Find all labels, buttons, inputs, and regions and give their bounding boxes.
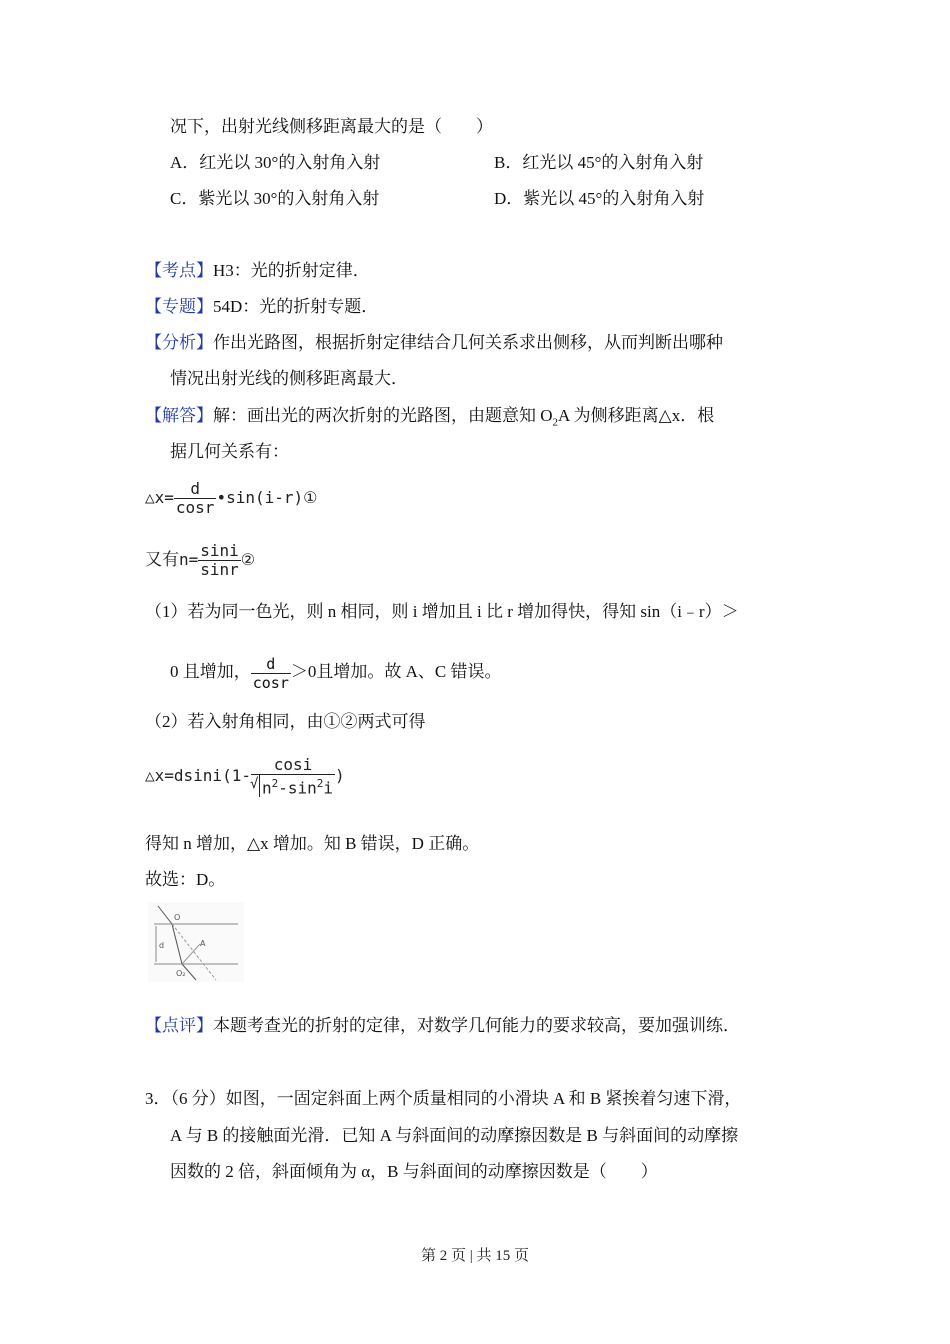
option-a: A．红光以 30°的入射角入射 [170, 153, 381, 172]
step-1-text-2b: ＞0 [290, 662, 317, 681]
formula-2-prefix: 又有 [145, 550, 179, 569]
figure-label-o: O [174, 913, 181, 922]
formula-3-den-n: n [261, 778, 272, 798]
fenxi-text-2: 情况出射光线的侧移距离最大． [170, 369, 408, 388]
formula-1-den: cosr [175, 498, 215, 517]
figure-label-a: A [200, 939, 206, 948]
formula-3-den-i: i [323, 778, 334, 798]
formula-3-den [249, 775, 335, 798]
formula-3-den-sin: -sin [278, 778, 317, 798]
option-c: C．紫光以 30°的入射角入射 [170, 189, 380, 208]
question-3-line-1: 3．（6 分）如图，一固定斜面上两个质量相同的小滑块 A 和 B 紧挨着匀速下滑， [145, 1089, 742, 1108]
light-path-figure [148, 902, 244, 982]
formula-3-rhs: ) [335, 766, 345, 786]
dianping-tag: 【点评】 [145, 1016, 213, 1035]
question-intro: 况下，出射光线侧移距离最大的是（ ） [170, 117, 493, 136]
kaodian-section [145, 259, 370, 283]
formula-1-fraction [174, 480, 217, 517]
formula-1-num: d [174, 480, 217, 499]
kaodian-text: H3：光的折射定律． [213, 261, 370, 280]
step-1-text-2a: 0 且增加， [170, 662, 251, 681]
figure-label-d: d [159, 941, 165, 950]
formula-3-den-exp1: 2 [271, 777, 279, 790]
option-b: B．红光以 45°的入射角入射 [494, 153, 704, 172]
formula-2-rhs: ② [240, 550, 256, 569]
formula-2-fraction [198, 542, 241, 579]
step-1-line-2 [170, 652, 502, 692]
jieda-text-1a: 解：画出光的两次折射的光路图，由题意知 O [213, 406, 553, 425]
fenxi-text-1: 作出光路图，根据折射定律结合几何关系求出侧移，从而判断出哪种 [213, 333, 723, 352]
step-1-text-2c: 且增加。故 A、C 错误。 [316, 662, 502, 681]
option-d: D．紫光以 45°的入射角入射 [494, 189, 705, 208]
formula-3 [145, 756, 345, 797]
jieda-tag: 【解答】 [145, 406, 213, 425]
fenxi-tag: 【分析】 [145, 333, 213, 352]
jieda-text-2: 据几何关系有： [170, 442, 289, 461]
sqrt-icon: √ [249, 776, 259, 792]
formula-2 [145, 542, 255, 579]
jieda-text-1b: A 为侧移距离△x．根 [558, 406, 715, 425]
dianping-text: 本题考查光的折射的定律，对数学几何能力的要求较高，要加强训练． [213, 1016, 740, 1035]
page-footer: 第 2 页 | 共 15 页 [420, 1248, 529, 1264]
formula-3-lhs: △x=dsini(1- [145, 766, 251, 786]
figure-label-o2: O₂ [176, 969, 186, 978]
question-3-line-3: 因数的 2 倍，斜面倾角为 α，B 与斜面间的动摩擦因数是（ ） [170, 1162, 658, 1181]
step-1-den: cosr [252, 673, 289, 692]
formula-1-lhs: △x= [145, 488, 174, 507]
formula-3-den-exp2: 2 [316, 777, 324, 790]
formula-1-rhs: •sin(i-r)① [216, 488, 318, 507]
question-3-line-2: A 与 B 的接触面光滑．已知 A 与斜面间的动摩擦因数是 B 与斜面间的动摩擦 [170, 1126, 739, 1145]
jieda-subscript: 2 [552, 416, 559, 429]
dianping-section [145, 1014, 740, 1038]
formula-3-num: cosi [251, 756, 335, 775]
step-1-fraction [251, 655, 291, 692]
fenxi-section [145, 331, 723, 355]
conclusion-text: 得知 n 增加，△x 增加。知 B 错误，D 正确。 [145, 834, 480, 853]
step-1-num: d [251, 655, 291, 674]
formula-2-den: sinr [200, 560, 239, 579]
step-1-text-1: （1）若为同一色光，则 n 相同，则 i 增加且 i 比 r 增加得快，得知 sin（i﹣r）＞ [145, 602, 739, 621]
kaodian-tag: 【考点】 [145, 261, 213, 280]
formula-1 [145, 480, 317, 517]
zhuanti-tag: 【专题】 [145, 297, 213, 316]
jieda-section [145, 404, 714, 434]
zhuanti-section [145, 295, 378, 319]
formula-2-lhs: n= [179, 550, 199, 569]
zhuanti-text: 54D：光的折射专题． [213, 297, 379, 316]
formula-2-num: sini [200, 541, 239, 560]
step-2-text: （2）若入射角相同，由①②两式可得 [145, 712, 426, 731]
answer-text: 故选：D。 [145, 870, 226, 889]
formula-3-fraction [251, 756, 335, 797]
